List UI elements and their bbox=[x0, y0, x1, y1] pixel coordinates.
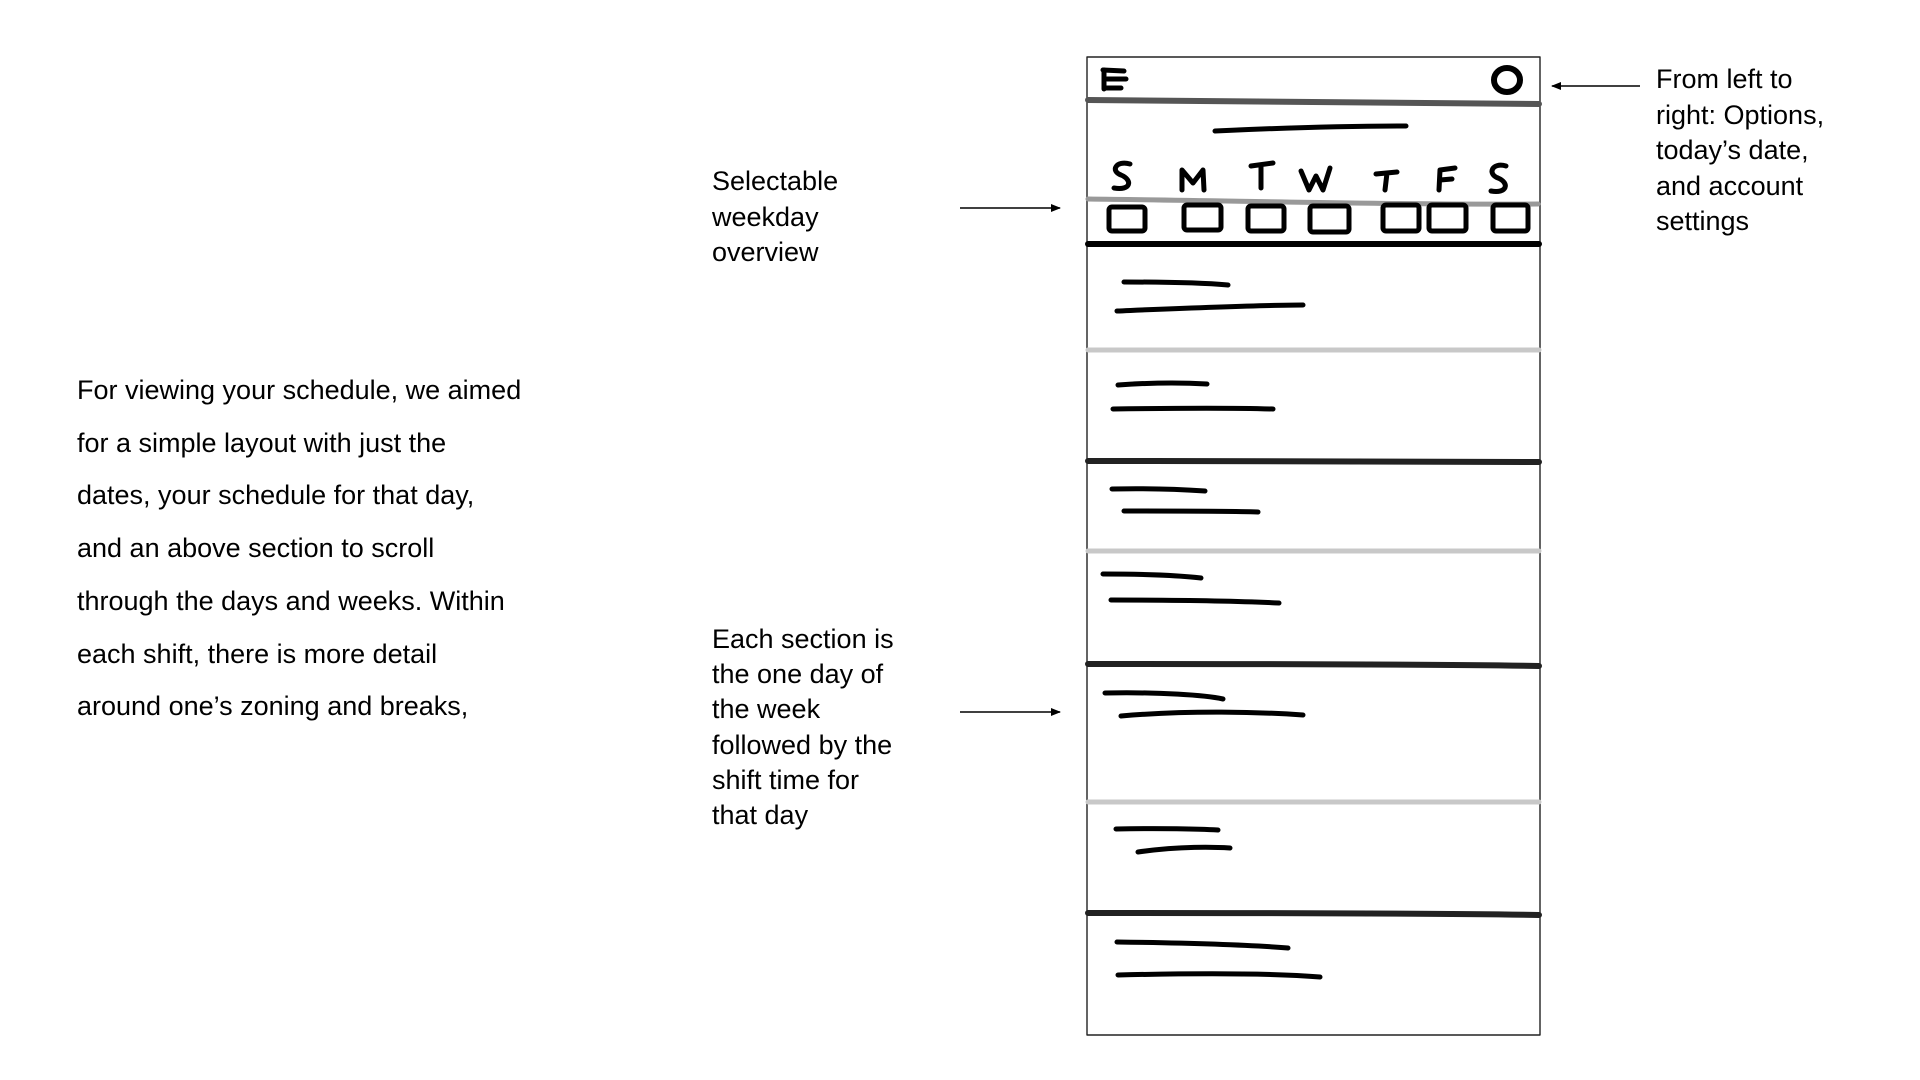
day-section bbox=[1112, 489, 1258, 512]
day-box-tue bbox=[1248, 206, 1284, 231]
day-section bbox=[1117, 282, 1303, 311]
day-box-wed bbox=[1310, 206, 1349, 232]
weekday-letters bbox=[1114, 163, 1506, 192]
description-line: through the days and weeks. Within bbox=[77, 585, 505, 616]
description-line: for a simple layout with just the bbox=[77, 427, 447, 458]
day-section bbox=[1103, 574, 1279, 603]
day-box-sun bbox=[1109, 207, 1145, 231]
day-section bbox=[1113, 383, 1273, 409]
description-line: For viewing your schedule, we aimed bbox=[77, 375, 522, 405]
annotation-line: and account bbox=[1656, 170, 1804, 201]
annotation-line: followed by the bbox=[712, 729, 893, 760]
day-section bbox=[1117, 942, 1320, 977]
description-line: each shift, there is more detail bbox=[77, 638, 438, 669]
annotation-line: From left to bbox=[1656, 64, 1793, 94]
annotation-line: the one day of bbox=[712, 659, 884, 690]
day-section bbox=[1105, 693, 1303, 716]
description-line: around one’s zoning and breaks, bbox=[77, 691, 469, 722]
annotation-line: Selectable bbox=[712, 166, 839, 196]
description-line: dates, your schedule for that day, bbox=[77, 480, 475, 511]
annotation-line: weekday bbox=[712, 201, 819, 232]
day-box-sat bbox=[1493, 205, 1528, 231]
account-settings-icon bbox=[1494, 68, 1520, 92]
annotation-line: that day bbox=[712, 800, 809, 831]
annotation-line: right: Options, bbox=[1656, 99, 1825, 130]
annotation-line: today’s date, bbox=[1656, 135, 1809, 165]
options-menu-icon bbox=[1103, 70, 1126, 89]
annotation-line: overview bbox=[712, 237, 819, 267]
date-scribble bbox=[1215, 126, 1406, 131]
day-box-thu bbox=[1383, 205, 1419, 231]
annotation-line: shift time for bbox=[712, 764, 860, 795]
annotation-line: settings bbox=[1656, 206, 1750, 236]
annotation-line: Each section is bbox=[712, 624, 894, 654]
weekday-selector bbox=[1109, 205, 1528, 232]
annotation-line: the week bbox=[712, 694, 821, 725]
day-section bbox=[1116, 829, 1230, 852]
day-box-mon bbox=[1184, 205, 1221, 230]
day-box-fri bbox=[1429, 205, 1466, 231]
description-line: and an above section to scroll bbox=[77, 533, 435, 564]
